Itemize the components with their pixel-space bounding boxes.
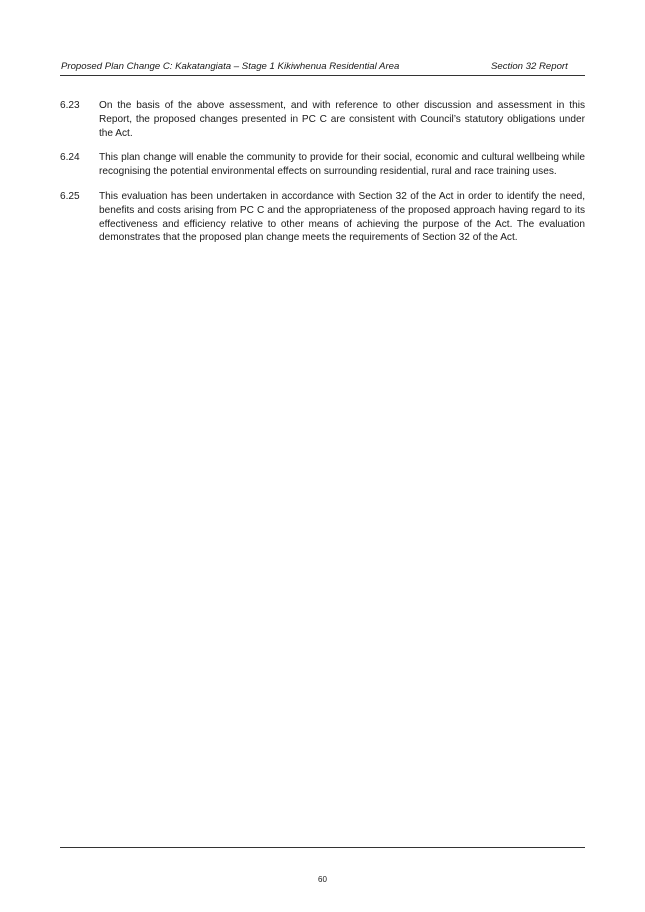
paragraph-text: This plan change will enable the community to provide for their social, economic and cultural wellbeing while recognising the potential environmental effects on surrounding residential, rural and race training uses. bbox=[99, 152, 585, 178]
paragraph-number: 6.23 bbox=[60, 100, 80, 111]
paragraph-6-25 bbox=[60, 190, 585, 245]
page-number: 60 bbox=[318, 875, 327, 884]
paragraph-text: On the basis of the above assessment, and with reference to other discussion and assessment in this Report, the proposed changes presented in PC C are consistent with Council’s statutory obligations under the Act. bbox=[99, 100, 585, 139]
paragraph-6-23 bbox=[60, 99, 585, 140]
document-title: Proposed Plan Change C: Kakatangiata – Stage 1 Kikiwhenua Residential Area bbox=[61, 61, 400, 72]
footer-divider bbox=[60, 847, 585, 848]
report-section-label: Section 32 Report bbox=[491, 61, 568, 72]
paragraph-text: This evaluation has been undertaken in accordance with Section 32 of the Act in order to identify the need, benefits and costs arising from PC C and the appropriateness of the proposed approach having regard to its effectiveness and efficiency relative to other means of achieving the purpose of the Act. The evaluation demonstrates that the proposed plan change meets the requirements of Section 32 of the Act. bbox=[99, 190, 585, 244]
header-divider bbox=[60, 75, 585, 76]
paragraph-number: 6.24 bbox=[60, 152, 80, 164]
body-paragraphs bbox=[60, 99, 585, 256]
paragraph-number: 6.25 bbox=[60, 190, 80, 202]
paragraph-6-24 bbox=[60, 151, 585, 179]
